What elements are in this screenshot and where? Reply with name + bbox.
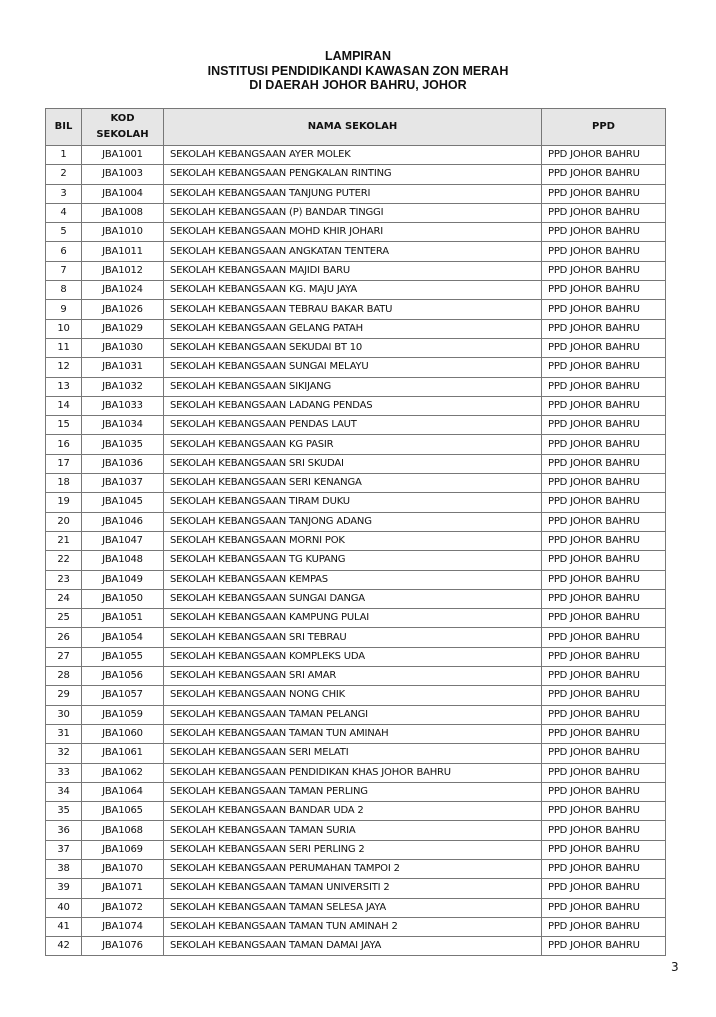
cell-nama: SEKOLAH KEBANGSAAN TAMAN SURIA xyxy=(164,821,542,840)
cell-ppd: PPD JOHOR BAHRU xyxy=(542,570,666,589)
cell-bil: 20 xyxy=(46,512,82,531)
column-header-ppd: PPD xyxy=(542,109,666,146)
cell-kod: JBA1034 xyxy=(82,416,164,435)
cell-nama: SEKOLAH KEBANGSAAN KOMPLEKS UDA xyxy=(164,647,542,666)
cell-bil: 22 xyxy=(46,551,82,570)
table-row xyxy=(46,724,666,743)
table-row xyxy=(46,937,666,956)
cell-ppd: PPD JOHOR BAHRU xyxy=(542,242,666,261)
cell-kod: JBA1049 xyxy=(82,570,164,589)
cell-kod: JBA1037 xyxy=(82,474,164,493)
cell-nama: SEKOLAH KEBANGSAAN SERI KENANGA xyxy=(164,474,542,493)
cell-kod: JBA1029 xyxy=(82,319,164,338)
cell-ppd: PPD JOHOR BAHRU xyxy=(542,724,666,743)
cell-ppd: PPD JOHOR BAHRU xyxy=(542,667,666,686)
table-row xyxy=(46,203,666,222)
table-row xyxy=(46,358,666,377)
cell-ppd: PPD JOHOR BAHRU xyxy=(542,184,666,203)
cell-kod: JBA1056 xyxy=(82,667,164,686)
cell-kod: JBA1003 xyxy=(82,165,164,184)
cell-nama: SEKOLAH KEBANGSAAN TAMAN PELANGI xyxy=(164,705,542,724)
cell-kod: JBA1050 xyxy=(82,589,164,608)
table-row xyxy=(46,338,666,357)
cell-nama: SEKOLAH KEBANGSAAN SRI AMAR xyxy=(164,667,542,686)
cell-kod: JBA1064 xyxy=(82,782,164,801)
cell-nama: SEKOLAH KEBANGSAAN NONG CHIK xyxy=(164,686,542,705)
cell-bil: 1 xyxy=(46,146,82,165)
table-row xyxy=(46,396,666,415)
cell-nama: SEKOLAH KEBANGSAAN TAMAN UNIVERSITI 2 xyxy=(164,879,542,898)
cell-kod: JBA1004 xyxy=(82,184,164,203)
table-row xyxy=(46,859,666,878)
cell-kod: JBA1051 xyxy=(82,609,164,628)
table-row xyxy=(46,840,666,859)
cell-ppd: PPD JOHOR BAHRU xyxy=(542,879,666,898)
cell-kod: JBA1047 xyxy=(82,531,164,550)
cell-ppd: PPD JOHOR BAHRU xyxy=(542,281,666,300)
cell-kod: JBA1061 xyxy=(82,744,164,763)
cell-nama: SEKOLAH KEBANGSAAN MORNI POK xyxy=(164,531,542,550)
table-row xyxy=(46,628,666,647)
table-row xyxy=(46,146,666,165)
cell-nama: SEKOLAH KEBANGSAAN TAMAN TUN AMINAH xyxy=(164,724,542,743)
cell-nama: SEKOLAH KEBANGSAAN KG. MAJU JAYA xyxy=(164,281,542,300)
table-row xyxy=(46,898,666,917)
cell-kod: JBA1026 xyxy=(82,300,164,319)
cell-kod: JBA1054 xyxy=(82,628,164,647)
table-row xyxy=(46,416,666,435)
cell-bil: 40 xyxy=(46,898,82,917)
cell-ppd: PPD JOHOR BAHRU xyxy=(542,686,666,705)
cell-kod: JBA1062 xyxy=(82,763,164,782)
cell-bil: 25 xyxy=(46,609,82,628)
cell-kod: JBA1008 xyxy=(82,203,164,222)
table-row xyxy=(46,782,666,801)
cell-kod: JBA1068 xyxy=(82,821,164,840)
cell-bil: 33 xyxy=(46,763,82,782)
kod-line-1: KOD xyxy=(110,113,135,124)
table-row xyxy=(46,242,666,261)
cell-nama: SEKOLAH KEBANGSAAN SERI MELATI xyxy=(164,744,542,763)
cell-bil: 4 xyxy=(46,203,82,222)
cell-ppd: PPD JOHOR BAHRU xyxy=(542,763,666,782)
cell-ppd: PPD JOHOR BAHRU xyxy=(542,300,666,319)
cell-nama: SEKOLAH KEBANGSAAN PENDIDIKAN KHAS JOHOR BAHRU xyxy=(164,763,542,782)
cell-kod: JBA1071 xyxy=(82,879,164,898)
cell-ppd: PPD JOHOR BAHRU xyxy=(542,338,666,357)
cell-ppd: PPD JOHOR BAHRU xyxy=(542,165,666,184)
cell-nama: SEKOLAH KEBANGSAAN SEKUDAI BT 10 xyxy=(164,338,542,357)
cell-kod: JBA1035 xyxy=(82,435,164,454)
cell-nama: SEKOLAH KEBANGSAAN KG PASIR xyxy=(164,435,542,454)
table-row xyxy=(46,570,666,589)
table-row xyxy=(46,705,666,724)
cell-bil: 42 xyxy=(46,937,82,956)
cell-kod: JBA1057 xyxy=(82,686,164,705)
cell-nama: SEKOLAH KEBANGSAAN PENGKALAN RINTING xyxy=(164,165,542,184)
cell-ppd: PPD JOHOR BAHRU xyxy=(542,937,666,956)
table-row xyxy=(46,667,666,686)
cell-nama: SEKOLAH KEBANGSAAN (P) BANDAR TINGGI xyxy=(164,203,542,222)
cell-ppd: PPD JOHOR BAHRU xyxy=(542,802,666,821)
cell-bil: 36 xyxy=(46,821,82,840)
table-header-row xyxy=(46,109,666,146)
cell-bil: 26 xyxy=(46,628,82,647)
cell-kod: JBA1033 xyxy=(82,396,164,415)
cell-nama: SEKOLAH KEBANGSAAN KAMPUNG PULAI xyxy=(164,609,542,628)
cell-bil: 38 xyxy=(46,859,82,878)
cell-nama: SEKOLAH KEBANGSAAN SERI PERLING 2 xyxy=(164,840,542,859)
cell-bil: 16 xyxy=(46,435,82,454)
cell-kod: JBA1055 xyxy=(82,647,164,666)
cell-ppd: PPD JOHOR BAHRU xyxy=(542,416,666,435)
cell-nama: SEKOLAH KEBANGSAAN MOHD KHIR JOHARI xyxy=(164,223,542,242)
cell-ppd: PPD JOHOR BAHRU xyxy=(542,859,666,878)
cell-bil: 31 xyxy=(46,724,82,743)
table-row xyxy=(46,763,666,782)
cell-ppd: PPD JOHOR BAHRU xyxy=(542,898,666,917)
title-line-3: DI DAERAH JOHOR BAHRU, JOHOR xyxy=(249,78,467,93)
cell-kod: JBA1065 xyxy=(82,802,164,821)
cell-kod: JBA1045 xyxy=(82,493,164,512)
cell-nama: SEKOLAH KEBANGSAAN LADANG PENDAS xyxy=(164,396,542,415)
cell-bil: 13 xyxy=(46,377,82,396)
cell-kod: JBA1070 xyxy=(82,859,164,878)
cell-kod: JBA1032 xyxy=(82,377,164,396)
table-row xyxy=(46,261,666,280)
cell-bil: 21 xyxy=(46,531,82,550)
cell-bil: 34 xyxy=(46,782,82,801)
cell-bil: 10 xyxy=(46,319,82,338)
cell-ppd: PPD JOHOR BAHRU xyxy=(542,744,666,763)
table-row xyxy=(46,281,666,300)
cell-ppd: PPD JOHOR BAHRU xyxy=(542,435,666,454)
cell-kod: JBA1036 xyxy=(82,454,164,473)
cell-bil: 29 xyxy=(46,686,82,705)
table-row xyxy=(46,474,666,493)
cell-kod: JBA1069 xyxy=(82,840,164,859)
cell-nama: SEKOLAH KEBANGSAAN SUNGAI DANGA xyxy=(164,589,542,608)
cell-kod: JBA1024 xyxy=(82,281,164,300)
cell-nama: SEKOLAH KEBANGSAAN PENDAS LAUT xyxy=(164,416,542,435)
cell-ppd: PPD JOHOR BAHRU xyxy=(542,319,666,338)
cell-kod: JBA1060 xyxy=(82,724,164,743)
cell-nama: SEKOLAH KEBANGSAAN TIRAM DUKU xyxy=(164,493,542,512)
cell-bil: 14 xyxy=(46,396,82,415)
title-line-1: LAMPIRAN xyxy=(325,49,391,63)
cell-bil: 23 xyxy=(46,570,82,589)
cell-bil: 9 xyxy=(46,300,82,319)
cell-bil: 11 xyxy=(46,338,82,357)
page-number: 3 xyxy=(671,960,679,974)
cell-ppd: PPD JOHOR BAHRU xyxy=(542,261,666,280)
table-row xyxy=(46,223,666,242)
cell-ppd: PPD JOHOR BAHRU xyxy=(542,782,666,801)
column-header-nama: NAMA SEKOLAH xyxy=(164,109,542,146)
cell-ppd: PPD JOHOR BAHRU xyxy=(542,377,666,396)
column-header-kod xyxy=(82,109,164,146)
cell-bil: 39 xyxy=(46,879,82,898)
title-line-2: INSTITUSI PENDIDIKANDI KAWASAN ZON MERAH xyxy=(207,63,509,78)
cell-nama: SEKOLAH KEBANGSAAN SRI TEBRAU xyxy=(164,628,542,647)
cell-kod: JBA1074 xyxy=(82,917,164,936)
cell-bil: 37 xyxy=(46,840,82,859)
cell-bil: 17 xyxy=(46,454,82,473)
table-row xyxy=(46,821,666,840)
cell-nama: SEKOLAH KEBANGSAAN TAMAN DAMAI JAYA xyxy=(164,937,542,956)
cell-ppd: PPD JOHOR BAHRU xyxy=(542,589,666,608)
cell-ppd: PPD JOHOR BAHRU xyxy=(542,493,666,512)
cell-bil: 35 xyxy=(46,802,82,821)
cell-kod: JBA1030 xyxy=(82,338,164,357)
cell-bil: 6 xyxy=(46,242,82,261)
cell-nama: SEKOLAH KEBANGSAAN TAMAN TUN AMINAH 2 xyxy=(164,917,542,936)
cell-ppd: PPD JOHOR BAHRU xyxy=(542,917,666,936)
cell-kod: JBA1048 xyxy=(82,551,164,570)
cell-ppd: PPD JOHOR BAHRU xyxy=(542,628,666,647)
cell-ppd: PPD JOHOR BAHRU xyxy=(542,531,666,550)
kod-line-2: SEKOLAH xyxy=(96,129,149,140)
cell-nama: SEKOLAH KEBANGSAAN KEMPAS xyxy=(164,570,542,589)
cell-ppd: PPD JOHOR BAHRU xyxy=(542,474,666,493)
cell-ppd: PPD JOHOR BAHRU xyxy=(542,609,666,628)
cell-nama: SEKOLAH KEBANGSAAN SIKIJANG xyxy=(164,377,542,396)
cell-bil: 30 xyxy=(46,705,82,724)
cell-nama: SEKOLAH KEBANGSAAN TEBRAU BAKAR BATU xyxy=(164,300,542,319)
table-row xyxy=(46,647,666,666)
cell-nama: SEKOLAH KEBANGSAAN PERUMAHAN TAMPOI 2 xyxy=(164,859,542,878)
cell-kod: JBA1010 xyxy=(82,223,164,242)
table-row xyxy=(46,589,666,608)
table-row xyxy=(46,493,666,512)
cell-ppd: PPD JOHOR BAHRU xyxy=(542,146,666,165)
document-title xyxy=(0,49,716,93)
cell-ppd: PPD JOHOR BAHRU xyxy=(542,454,666,473)
table-row xyxy=(46,300,666,319)
cell-ppd: PPD JOHOR BAHRU xyxy=(542,203,666,222)
cell-bil: 8 xyxy=(46,281,82,300)
cell-ppd: PPD JOHOR BAHRU xyxy=(542,647,666,666)
cell-bil: 12 xyxy=(46,358,82,377)
cell-bil: 32 xyxy=(46,744,82,763)
cell-nama: SEKOLAH KEBANGSAAN SUNGAI MELAYU xyxy=(164,358,542,377)
school-table xyxy=(45,108,666,956)
cell-ppd: PPD JOHOR BAHRU xyxy=(542,551,666,570)
table-row xyxy=(46,435,666,454)
cell-nama: SEKOLAH KEBANGSAAN GELANG PATAH xyxy=(164,319,542,338)
table-row xyxy=(46,802,666,821)
table-row xyxy=(46,531,666,550)
cell-nama: SEKOLAH KEBANGSAAN MAJIDI BARU xyxy=(164,261,542,280)
cell-ppd: PPD JOHOR BAHRU xyxy=(542,705,666,724)
table-row xyxy=(46,377,666,396)
cell-kod: JBA1076 xyxy=(82,937,164,956)
cell-nama: SEKOLAH KEBANGSAAN SRI SKUDAI xyxy=(164,454,542,473)
cell-bil: 24 xyxy=(46,589,82,608)
cell-bil: 2 xyxy=(46,165,82,184)
table-row xyxy=(46,184,666,203)
cell-kod: JBA1011 xyxy=(82,242,164,261)
cell-nama: SEKOLAH KEBANGSAAN TANJUNG PUTERI xyxy=(164,184,542,203)
cell-kod: JBA1012 xyxy=(82,261,164,280)
cell-bil: 28 xyxy=(46,667,82,686)
cell-bil: 15 xyxy=(46,416,82,435)
table-row xyxy=(46,879,666,898)
table-row xyxy=(46,609,666,628)
cell-ppd: PPD JOHOR BAHRU xyxy=(542,396,666,415)
cell-nama: SEKOLAH KEBANGSAAN TANJONG ADANG xyxy=(164,512,542,531)
cell-kod: JBA1001 xyxy=(82,146,164,165)
cell-nama: SEKOLAH KEBANGSAAN ANGKATAN TENTERA xyxy=(164,242,542,261)
cell-kod: JBA1059 xyxy=(82,705,164,724)
table-row xyxy=(46,319,666,338)
table-row xyxy=(46,686,666,705)
table-row xyxy=(46,454,666,473)
table-row xyxy=(46,917,666,936)
cell-ppd: PPD JOHOR BAHRU xyxy=(542,358,666,377)
cell-kod: JBA1031 xyxy=(82,358,164,377)
table-row xyxy=(46,512,666,531)
cell-nama: SEKOLAH KEBANGSAAN BANDAR UDA 2 xyxy=(164,802,542,821)
cell-kod: JBA1046 xyxy=(82,512,164,531)
cell-nama: SEKOLAH KEBANGSAAN TAMAN PERLING xyxy=(164,782,542,801)
cell-ppd: PPD JOHOR BAHRU xyxy=(542,821,666,840)
cell-nama: SEKOLAH KEBANGSAAN AYER MOLEK xyxy=(164,146,542,165)
table-row xyxy=(46,165,666,184)
cell-bil: 41 xyxy=(46,917,82,936)
cell-nama: SEKOLAH KEBANGSAAN TAMAN SELESA JAYA xyxy=(164,898,542,917)
cell-bil: 7 xyxy=(46,261,82,280)
table-row xyxy=(46,744,666,763)
cell-nama: SEKOLAH KEBANGSAAN TG KUPANG xyxy=(164,551,542,570)
table-row xyxy=(46,551,666,570)
cell-ppd: PPD JOHOR BAHRU xyxy=(542,512,666,531)
cell-bil: 27 xyxy=(46,647,82,666)
cell-bil: 18 xyxy=(46,474,82,493)
column-header-bil: BIL xyxy=(46,109,82,146)
cell-bil: 5 xyxy=(46,223,82,242)
cell-ppd: PPD JOHOR BAHRU xyxy=(542,840,666,859)
cell-ppd: PPD JOHOR BAHRU xyxy=(542,223,666,242)
cell-bil: 19 xyxy=(46,493,82,512)
cell-bil: 3 xyxy=(46,184,82,203)
cell-kod: JBA1072 xyxy=(82,898,164,917)
